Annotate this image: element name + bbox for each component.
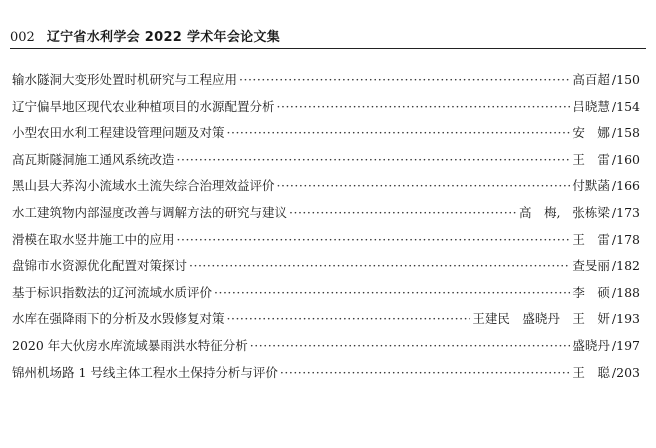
toc-entry-authors: 高百超 (572, 72, 610, 87)
toc-entry[interactable] (12, 363, 640, 390)
toc-entry[interactable] (12, 336, 640, 363)
toc-entry-title: 黑山县大荞沟小流域水土流失综合治理效益评价 (12, 178, 275, 194)
toc-entry-title: 水库在强降雨下的分析及水毁修复对策 (12, 311, 225, 327)
toc-entry-page: /154 (611, 98, 640, 114)
toc-entry[interactable] (12, 97, 640, 124)
dot-leader (277, 178, 571, 193)
book-title: 辽宁省水利学会 2022 学术年会论文集 (46, 30, 281, 45)
toc-entry[interactable] (12, 203, 640, 230)
toc-entry-page: /178 (611, 231, 640, 247)
toc-entry-title: 辽宁偏旱地区现代农业种植项目的水源配置分析 (12, 98, 275, 114)
toc-entry-title: 滑模在取水竖井施工中的应用 (12, 231, 175, 247)
toc-entry-title: 锦州机场路 1 号线主体工程水土保持分析与评价 (12, 364, 278, 380)
dot-leader (277, 99, 571, 114)
toc-entry[interactable] (12, 176, 640, 203)
toc-entry-authors: 安 娜 (572, 125, 610, 141)
toc-entry-page: /166 (611, 178, 640, 194)
toc-entry[interactable] (12, 256, 640, 283)
toc-entry-page: /150 (611, 72, 640, 87)
toc-entry-authors: 付默菡 (572, 178, 610, 194)
toc-entry[interactable] (12, 70, 640, 97)
toc-entry-title: 2020 年大伙房水库流域暴雨洪水特征分析 (12, 337, 248, 353)
toc-entry[interactable] (12, 283, 640, 310)
toc-entry-page: /188 (611, 284, 640, 300)
toc-entry-authors: 王建民 盛晓丹 王 妍 (472, 311, 610, 327)
dot-leader (280, 365, 571, 380)
toc-entry-page: /197 (611, 337, 640, 353)
toc-entry-authors: 李 硕 (572, 284, 610, 300)
running-header (10, 26, 646, 49)
toc-entry-title: 输水隧洞大变形处置时机研究与工程应用 (12, 72, 238, 87)
toc-entry-page: /173 (611, 204, 640, 220)
toc-entry[interactable] (12, 230, 640, 257)
toc-entry-page: /203 (611, 364, 640, 380)
toc-entry-authors: 盛晓丹 (572, 337, 610, 353)
toc-entry-authors: 吕晓慧 (572, 98, 610, 114)
toc-entry-page: /182 (611, 258, 640, 274)
toc-entry[interactable] (12, 309, 640, 336)
toc-entry[interactable] (12, 150, 640, 177)
toc-entry-title: 盘锦市水资源优化配置对策探讨 (12, 258, 188, 274)
toc-entry-authors: 查旻丽 (572, 258, 610, 274)
toc-entry-page: /160 (611, 151, 640, 167)
toc-entry-authors: 王 聪 (572, 364, 610, 380)
toc-entry[interactable] (12, 123, 640, 150)
toc-entry-page: /158 (611, 125, 640, 141)
dot-leader (177, 232, 571, 247)
dot-leader (214, 285, 570, 300)
dot-leader (227, 125, 571, 140)
toc-entry-title: 水工建筑物内部湿度改善与调解方法的研究与建议 (12, 204, 288, 220)
toc-entry-page: /193 (611, 311, 640, 327)
page-number: 002 (10, 30, 35, 45)
toc-entry-authors: 高 梅, 张栋梁 (518, 204, 610, 220)
dot-leader (177, 152, 571, 167)
dot-leader (289, 205, 517, 220)
dot-leader (227, 311, 471, 326)
table-of-contents (12, 70, 640, 389)
toc-entry-title: 小型农田水利工程建设管理问题及对策 (12, 125, 225, 141)
toc-entry-authors: 王 雷 (572, 231, 610, 247)
toc-entry-authors: 王 雷 (572, 151, 610, 167)
dot-leader (250, 338, 571, 353)
toc-entry-title: 高瓦斯隧洞施工通风系统改造 (12, 151, 175, 167)
dot-leader (239, 72, 570, 87)
toc-entry-title: 基于标识指数法的辽河流域水质评价 (12, 284, 213, 300)
dot-leader (189, 258, 570, 273)
